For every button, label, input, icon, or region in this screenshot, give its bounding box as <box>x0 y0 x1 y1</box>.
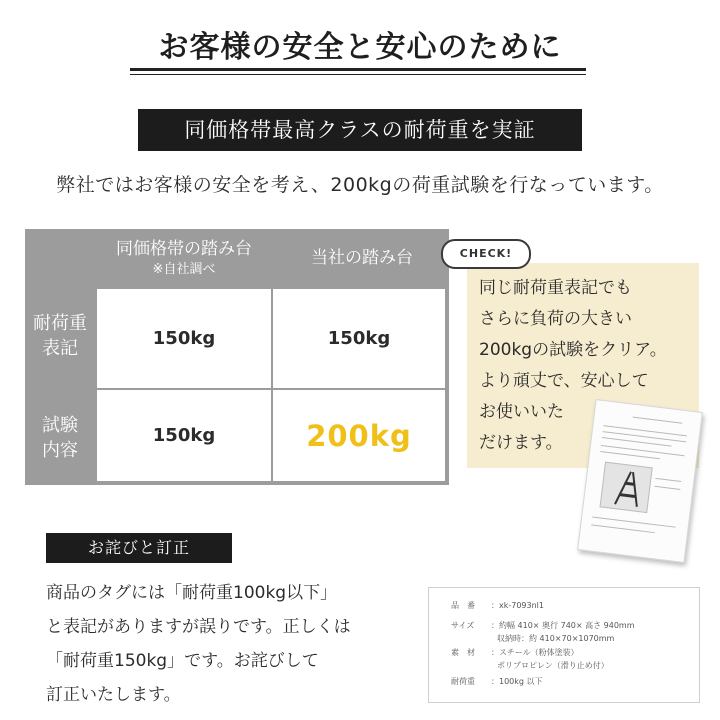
tag-key: 素 材 <box>451 648 475 657</box>
cell-rating-competitor <box>97 289 271 388</box>
section-banner: 同価格帯最高クラスの耐荷重を実証 <box>138 109 582 151</box>
tag-value: ：xk-7093nl1 <box>491 601 544 610</box>
tag-row-size-folded <box>497 633 614 645</box>
callout-line: お使いいた <box>479 402 564 422</box>
intro-text: 弊社ではお客様の安全を考え、200kgの荷重試験を行なっています。 <box>56 174 664 196</box>
spec-tag-image <box>428 587 700 703</box>
cell-rating-competitor-value: 150kg <box>152 328 216 349</box>
callout-line: 200kgの試験をクリア。 <box>479 340 667 360</box>
doc-line <box>655 478 681 482</box>
doc-line <box>633 417 683 424</box>
tag-row-material-2 <box>497 660 609 672</box>
tag-value: ：スチール（粉体塗装） <box>491 648 579 657</box>
title-underline-thin <box>130 74 586 75</box>
cell-rating-ours-value: 150kg <box>327 328 391 349</box>
tag-row-load <box>451 676 543 688</box>
comparison-table <box>25 229 449 485</box>
tag-value: ポリプロピレン（滑り止め付） <box>497 661 609 670</box>
apology-text <box>46 576 406 712</box>
step-stool-photo <box>599 462 652 514</box>
tag-value: ：約幅 410× 奥行 740× 高さ 940mm <box>491 621 635 630</box>
cell-test-ours <box>273 390 445 481</box>
tag-key: サイズ <box>451 621 475 630</box>
col-header-competitor-note: ※自社調べ <box>152 262 216 277</box>
tag-row-model <box>451 600 544 612</box>
doc-line <box>601 445 684 456</box>
tag-key: 耐荷重 <box>451 677 475 686</box>
tag-value: 収納時：約 410×70×1070mm <box>497 634 615 643</box>
col-header-competitor <box>95 237 273 279</box>
title-underline-thick <box>130 68 586 71</box>
apology-line: と表記がありますが誤りです。正しくは <box>46 617 351 637</box>
callout-line: さらに負荷の大きい <box>479 309 632 329</box>
step-stool-icon <box>601 463 652 512</box>
callout-line: だけます。 <box>479 433 563 453</box>
row-header-rating-line1: 耐荷重 <box>33 313 87 334</box>
doc-line <box>654 486 680 490</box>
doc-line <box>603 425 686 436</box>
cell-rating-ours <box>273 289 445 388</box>
col-header-ours: 当社の踏み台 <box>311 248 413 268</box>
apology-line: 訂正いたします。 <box>46 685 181 705</box>
row-header-test-line2: 内容 <box>42 440 78 461</box>
apology-line: 商品のタグには「耐荷重100kg以下」 <box>46 583 338 603</box>
tag-row-size <box>451 620 635 632</box>
cell-test-competitor-value: 150kg <box>152 425 216 446</box>
check-badge: CHECK! <box>441 239 531 269</box>
doc-line <box>591 524 655 533</box>
row-header-test-line1: 試験 <box>42 415 78 436</box>
tag-key: 品 番 <box>451 601 475 610</box>
tag-value: ：100kg 以下 <box>491 677 543 686</box>
callout-line: より頑丈で、安心して <box>479 371 649 391</box>
tag-row-material <box>451 647 579 659</box>
apology-line: 「耐荷重150kg」です。お詫びして <box>46 651 319 671</box>
test-certificate-image <box>577 399 703 563</box>
col-header-competitor-label: 同価格帯の踏み台 <box>116 239 252 259</box>
callout-line: 同じ耐荷重表記でも <box>479 278 632 298</box>
apology-label: お詫びと訂正 <box>46 533 232 563</box>
page-title: お客様の安全と安心のために <box>158 30 562 65</box>
row-header-rating-line2: 表記 <box>42 338 78 359</box>
cell-test-competitor <box>97 390 271 481</box>
row-header-test <box>25 413 95 463</box>
cell-test-ours-value: 200kg <box>306 418 412 453</box>
row-header-rating <box>25 311 95 361</box>
